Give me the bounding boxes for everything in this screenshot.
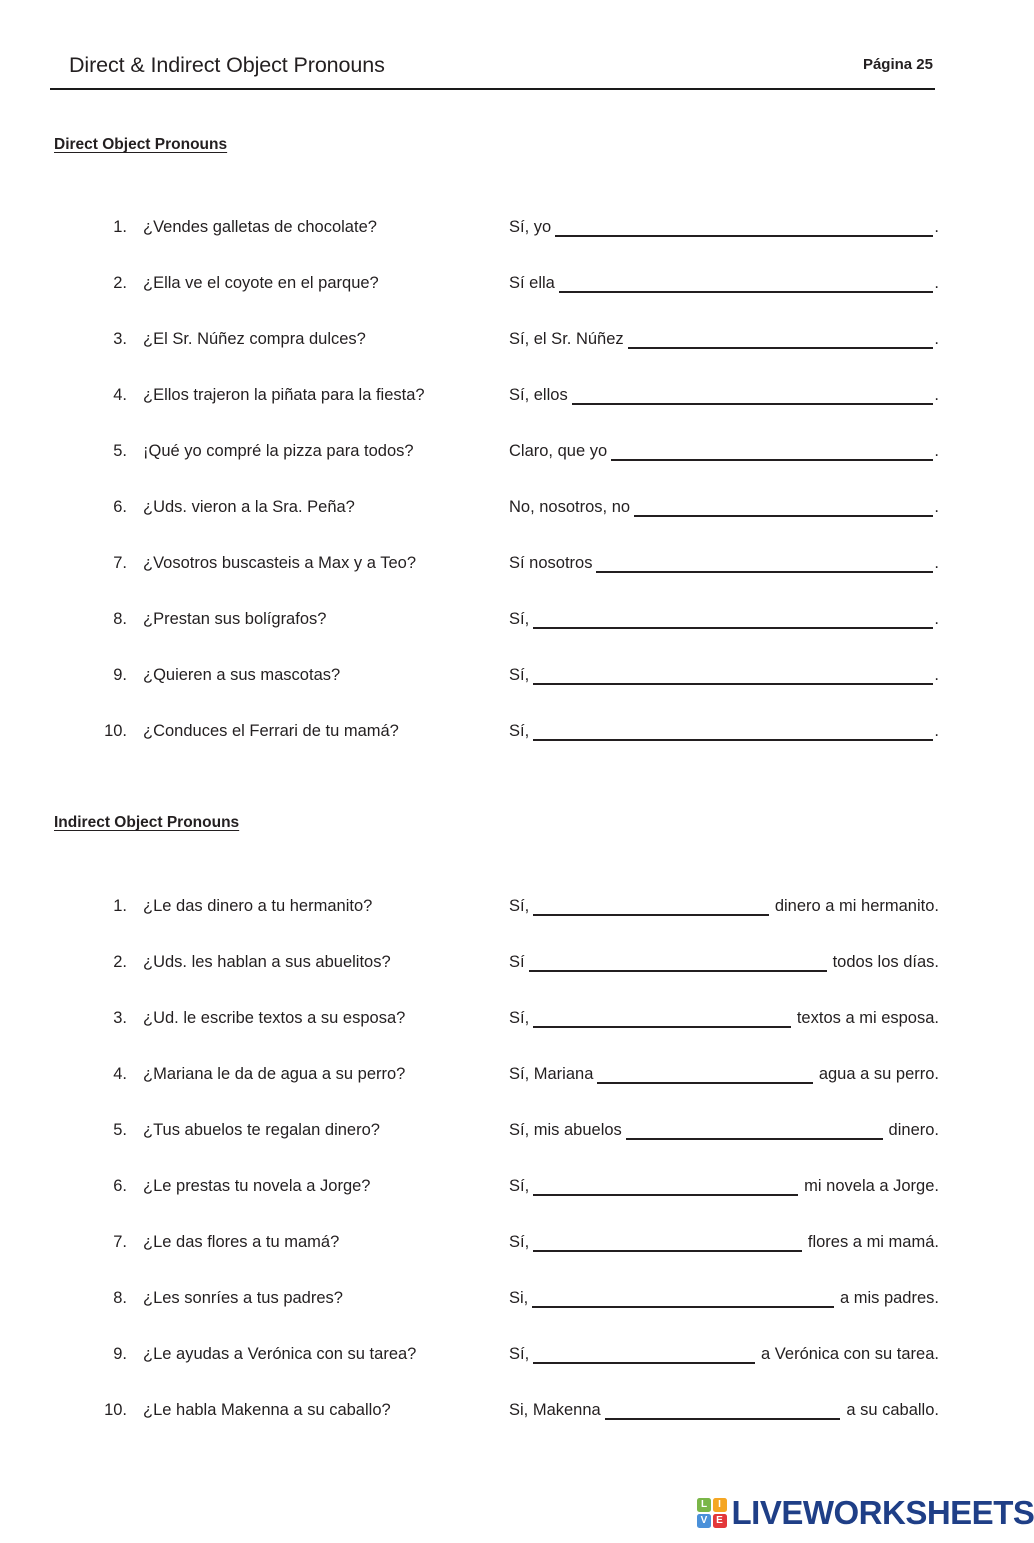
- question-number: 8.: [113, 610, 127, 628]
- question-number: 1.: [113, 897, 127, 915]
- page-title: Direct & Indirect Object Pronouns: [69, 53, 385, 77]
- answer-prefix: Sí,: [509, 722, 530, 740]
- question-number: 5.: [113, 1121, 127, 1139]
- answer-prefix: Claro, que yo: [509, 442, 608, 460]
- question-row: [0, 1286, 1000, 1342]
- question-text: ¿Mariana le da de agua a su perro?: [143, 1065, 406, 1083]
- question-text: ¿Vendes galletas de chocolate?: [143, 218, 377, 236]
- answer-line: [509, 1118, 939, 1142]
- question-row: [0, 950, 1000, 1006]
- answer-period: .: [934, 386, 939, 404]
- answer-prefix: Sí nosotros: [509, 554, 593, 572]
- question-number: 6.: [113, 1177, 127, 1195]
- liveworksheets-tiles-icon: [697, 1498, 727, 1528]
- answer-blank-input[interactable]: [611, 442, 933, 461]
- question-number: 1.: [113, 218, 127, 236]
- question-text: ¿Quieren a sus mascotas?: [143, 666, 341, 684]
- answer-blank-input[interactable]: [628, 330, 934, 349]
- answer-prefix: Sí,: [509, 610, 530, 628]
- question-row: [0, 1174, 1000, 1230]
- answer-line: [509, 1230, 939, 1254]
- question-number: 2.: [113, 274, 127, 292]
- answer-suffix: dinero a mi hermanito.: [774, 897, 939, 915]
- answer-suffix: a Verónica con su tarea.: [761, 1345, 939, 1363]
- answer-line: [509, 607, 939, 631]
- question-text: ¿Tus abuelos te regalan dinero?: [143, 1121, 380, 1139]
- answer-blank-input[interactable]: [533, 1009, 791, 1028]
- answer-prefix: Sí ella: [509, 274, 555, 292]
- question-row: [0, 383, 1000, 439]
- answer-prefix: Sí, mis abuelos: [509, 1121, 622, 1139]
- answer-prefix: Sí, yo: [509, 218, 552, 236]
- answer-suffix: textos a mi esposa.: [796, 1009, 939, 1027]
- question-row: [0, 719, 1000, 775]
- answer-line: [509, 1062, 939, 1086]
- answer-suffix: agua a su perro.: [818, 1065, 939, 1083]
- question-text: ¿Le das dinero a tu hermanito?: [143, 897, 373, 915]
- answer-prefix: No, nosotros, no: [509, 498, 631, 516]
- answer-line: [509, 215, 939, 239]
- question-number: 9.: [113, 666, 127, 684]
- question-row: [0, 327, 1000, 383]
- question-row: [0, 1398, 1000, 1454]
- answer-line: [509, 1174, 939, 1198]
- question-row: [0, 1118, 1000, 1174]
- question-text: ¿Le habla Makenna a su caballo?: [143, 1401, 391, 1419]
- answer-blank-input[interactable]: [532, 1289, 834, 1308]
- question-row: [0, 495, 1000, 551]
- question-text: ¿Le das flores a tu mamá?: [143, 1233, 340, 1251]
- section-heading-indirect-object-pronouns: Indirect Object Pronouns: [54, 814, 240, 831]
- logo-tile-l: L: [697, 1498, 711, 1512]
- question-number: 7.: [113, 554, 127, 572]
- question-row: [0, 894, 1000, 950]
- question-number: 3.: [113, 1009, 127, 1027]
- answer-suffix: a mis padres.: [839, 1289, 939, 1307]
- answer-period: .: [934, 666, 939, 684]
- question-text: ¡Qué yo compré la pizza para todos?: [143, 442, 414, 460]
- answer-prefix: Sí,: [509, 1233, 530, 1251]
- answer-period: .: [934, 498, 939, 516]
- answer-blank-input[interactable]: [533, 1177, 798, 1196]
- question-number: 10.: [104, 1401, 127, 1419]
- answer-prefix: Si, Makenna: [509, 1401, 601, 1419]
- liveworksheets-wordmark: LIVEWORKSHEETS: [731, 1494, 1034, 1531]
- answer-blank-input[interactable]: [533, 666, 933, 685]
- question-row: [0, 215, 1000, 271]
- answer-line: [509, 551, 939, 575]
- question-row: [0, 439, 1000, 495]
- answer-prefix: Sí,: [509, 897, 530, 915]
- answer-line: [509, 950, 939, 974]
- answer-line: [509, 1286, 939, 1310]
- answer-prefix: Sí, ellos: [509, 386, 568, 404]
- question-text: ¿Conduces el Ferrari de tu mamá?: [143, 722, 399, 740]
- answer-blank-input[interactable]: [533, 722, 933, 741]
- answer-period: .: [934, 274, 939, 292]
- question-row: [0, 1342, 1000, 1398]
- question-list-indirect: [0, 894, 1000, 1454]
- question-text: ¿Uds. vieron a la Sra. Peña?: [143, 498, 355, 516]
- question-text: ¿Uds. les hablan a sus abuelitos?: [143, 953, 391, 971]
- answer-prefix: Sí,: [509, 1345, 530, 1363]
- answer-blank-input[interactable]: [559, 274, 934, 293]
- answer-period: .: [934, 218, 939, 236]
- question-number: 8.: [113, 1289, 127, 1307]
- question-text: ¿Le prestas tu novela a Jorge?: [143, 1177, 371, 1195]
- answer-prefix: Sí,: [509, 666, 530, 684]
- answer-line: [509, 663, 939, 687]
- logo-tile-v: V: [697, 1514, 711, 1528]
- logo-tile-i: I: [713, 1498, 727, 1512]
- question-text: ¿Le ayudas a Verónica con su tarea?: [143, 1345, 417, 1363]
- question-number: 9.: [113, 1345, 127, 1363]
- question-number: 4.: [113, 386, 127, 404]
- answer-line: [509, 271, 939, 295]
- question-row: [0, 1062, 1000, 1118]
- answer-prefix: Sí,: [509, 1009, 530, 1027]
- answer-line: [509, 1398, 939, 1422]
- question-row: [0, 551, 1000, 607]
- answer-prefix: Sí: [509, 953, 525, 971]
- answer-line: [509, 383, 939, 407]
- page-header: [50, 50, 935, 90]
- answer-suffix: a su caballo.: [846, 1401, 939, 1419]
- question-text: ¿Ellos trajeron la piñata para la fiesta?: [143, 386, 425, 404]
- answer-blank-input[interactable]: [597, 1065, 812, 1084]
- answer-line: [509, 1342, 939, 1366]
- question-number: 5.: [113, 442, 127, 460]
- answer-period: .: [934, 722, 939, 740]
- answer-blank-input[interactable]: [634, 498, 933, 517]
- question-number: 7.: [113, 1233, 127, 1251]
- question-row: [0, 663, 1000, 719]
- answer-line: [509, 719, 939, 743]
- question-number: 10.: [104, 722, 127, 740]
- answer-blank-input[interactable]: [533, 1233, 802, 1252]
- answer-suffix: flores a mi mamá.: [807, 1233, 939, 1251]
- answer-suffix: todos los días.: [832, 953, 939, 971]
- question-number: 6.: [113, 498, 127, 516]
- answer-blank-input[interactable]: [533, 897, 769, 916]
- question-text: ¿Ella ve el coyote en el parque?: [143, 274, 379, 292]
- answer-suffix: mi novela a Jorge.: [804, 1177, 939, 1195]
- section-heading-direct-object-pronouns: Direct Object Pronouns: [54, 136, 228, 153]
- question-text: ¿El Sr. Núñez compra dulces?: [143, 330, 366, 348]
- answer-suffix: dinero.: [888, 1121, 939, 1139]
- liveworksheets-logo: [697, 1490, 1034, 1536]
- answer-line: [509, 327, 939, 351]
- question-row: [0, 607, 1000, 663]
- logo-tile-e: E: [713, 1514, 727, 1528]
- question-text: ¿Ud. le escribe textos a su esposa?: [143, 1009, 406, 1027]
- answer-prefix: Sí, Mariana: [509, 1065, 594, 1083]
- answer-blank-input[interactable]: [605, 1401, 841, 1420]
- answer-blank-input[interactable]: [555, 218, 933, 237]
- question-number: 3.: [113, 330, 127, 348]
- answer-prefix: Sí,: [509, 1177, 530, 1195]
- answer-period: .: [934, 610, 939, 628]
- answer-line: [509, 439, 939, 463]
- question-row: [0, 1006, 1000, 1062]
- question-number: 4.: [113, 1065, 127, 1083]
- answer-line: [509, 894, 939, 918]
- answer-period: .: [934, 442, 939, 460]
- question-row: [0, 271, 1000, 327]
- answer-blank-input[interactable]: [529, 953, 827, 972]
- question-text: ¿Les sonríes a tus padres?: [143, 1289, 343, 1307]
- answer-blank-input[interactable]: [596, 554, 933, 573]
- answer-line: [509, 495, 939, 519]
- answer-blank-input[interactable]: [533, 1345, 755, 1364]
- answer-blank-input[interactable]: [572, 386, 934, 405]
- answer-blank-input[interactable]: [533, 610, 933, 629]
- question-text: ¿Vosotros buscasteis a Max y a Teo?: [143, 554, 416, 572]
- question-row: [0, 1230, 1000, 1286]
- page-number-label: Página 25: [862, 56, 933, 73]
- answer-blank-input[interactable]: [626, 1121, 883, 1140]
- question-number: 2.: [113, 953, 127, 971]
- answer-period: .: [934, 330, 939, 348]
- question-text: ¿Prestan sus bolígrafos?: [143, 610, 327, 628]
- answer-period: .: [934, 554, 939, 572]
- answer-prefix: Si,: [509, 1289, 529, 1307]
- question-list-direct: [0, 215, 1000, 775]
- answer-prefix: Sí, el Sr. Núñez: [509, 330, 624, 348]
- answer-line: [509, 1006, 939, 1030]
